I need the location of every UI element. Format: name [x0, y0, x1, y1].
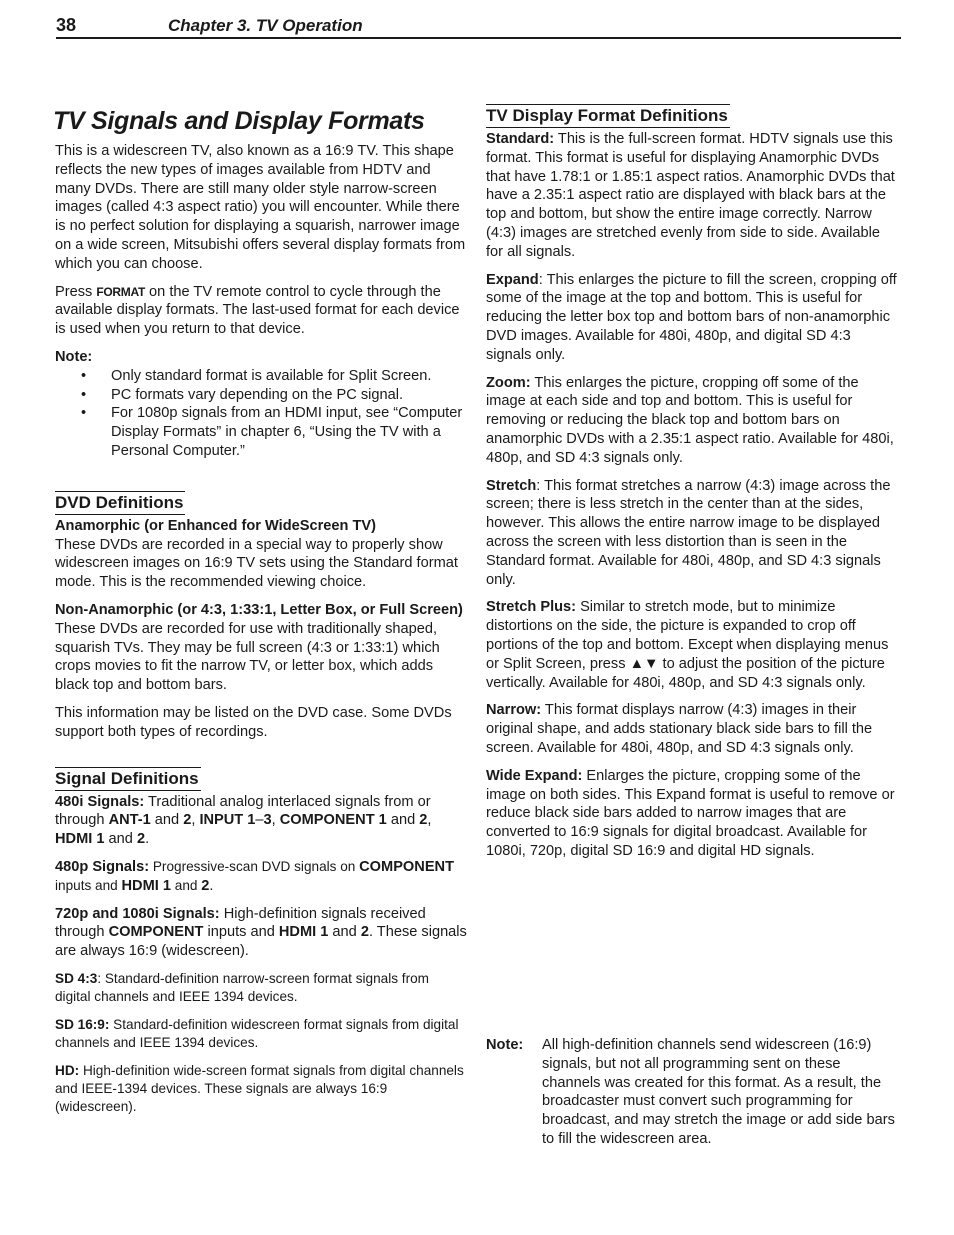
display-format-heading: TV Display Format Definitions	[486, 104, 730, 128]
hd-note	[486, 1036, 898, 1149]
format-wide-expand: Wide Expand: Enlarges the picture, cropping some of the image on both sides. This Expand format is useful to remove or reduce black side bars added to narrow images that are converted to 16:9 signals for digital broadcast. Available for 1080i, 720p, digital SD 16:9 and digital HD signals.	[486, 767, 895, 859]
signal-480i: 480i Signals: Traditional analog interlaced signals from or through ANT-1 and 2, INPUT 1–3, COMPONENT 1 and 2, HDMI 1 and 2.	[55, 793, 432, 848]
non-anamorphic-heading: Non-Anamorphic (or 4:3, 1:33:1, Letter Box, or Full Screen)	[55, 601, 463, 618]
press-format-paragraph: Press FORMAT on the TV remote control to cycle through the available display formats. The last-used format for each device is used when you return to that device.	[55, 283, 460, 338]
signal-definitions-heading: Signal Definitions	[55, 767, 201, 791]
hd-note-text: All high-definition channels send widescreen (16:9) signals, but not all programming sent on these channels was created for this format. As a result, the broadcaster must convert such programming for broadcast, and may stretch the image or add side bars to fill the widescreen area.	[542, 1037, 895, 1147]
dvd-definitions-heading: DVD Definitions	[55, 491, 185, 515]
format-stretch-plus: Stretch Plus: Similar to stretch mode, but to minimize distortions on the side, the picture is expanded to crop off portions of the top and bottom. Except when displaying menus or Split Screen, press ▲▼ to adjust the position of the picture vertically. Available for 480i, 480p, and SD 4:3 signals only.	[486, 599, 889, 691]
anamorphic-heading: Anamorphic (or Enhanced for WideScreen TV)	[55, 517, 376, 534]
dvd-info-text: This information may be listed on the DVD case. Some DVDs support both types of recordings.	[55, 704, 452, 740]
page-number: 38	[56, 15, 77, 35]
format-stretch: Stretch: This format stretches a narrow (4:3) image across the screen; there is less stretch in the center than at the sides, however. This allows the entire narrow image to be displayed across the screen with less distortion than is seen in the Standard format. Available for 480i, 480p, and SD 4:3 signals only.	[486, 477, 891, 588]
format-expand: Expand: This enlarges the picture to fill the screen, cropping off some of the image at the top and bottom. This is useful for reducing the letter box top and bottom bars of non-anamorphic DVD images. Available for 480i, 480p, and digital SD 4:3 signals only.	[486, 271, 897, 363]
header-rule	[56, 37, 901, 39]
list-item: • For 1080p signals from an HDMI input, see “Computer Display Formats” in chapter 6, “Using the TV with a Personal Computer.”	[81, 404, 467, 460]
right-column	[486, 104, 898, 861]
note-list	[55, 367, 467, 461]
non-anamorphic-text: These DVDs are recorded for use with traditionally shaped, squarish TVs. They may be full screen (4:3 or 1:33:1) which crops movies to fit the narrow TV, or letter box, which adds black top and bottom bars.	[55, 620, 440, 694]
format-narrow: Narrow: This format displays narrow (4:3) images in their original shape, and adds stationary black side bars to fill the screen. Available for 480i, 480p, and SD 4:3 signals only.	[486, 702, 873, 756]
signal-720p-1080i: 720p and 1080i Signals: High-definition signals received through COMPONENT inputs and HDMI 1 and 2. These signals are always 16:9 (widescreen).	[55, 905, 467, 960]
page-title: TV Signals and Display Formats	[53, 107, 425, 135]
intro-paragraph: This is a widescreen TV, also known as a 16:9 TV. This shape reflects the new types of images available from HDTV and many DVDs. There are still many older style narrow-screen images (called 4:3 aspect ratio) you will encounter. While there is no perfect solution for displaying a squarish, narrower image on a wide screen, Mitsubishi offers several display formats from which you can choose.	[55, 143, 466, 272]
up-down-arrow-icon: ▲▼	[629, 655, 659, 672]
left-column	[55, 106, 467, 1117]
signal-480p: 480p Signals: Progressive-scan DVD signals on COMPONENT inputs and HDMI 1 and 2.	[55, 858, 454, 894]
signal-sd-4-3: SD 4:3: Standard-definition narrow-screen format signals from digital channels and IEEE 1394 devices.	[55, 970, 429, 1005]
list-item: • PC formats vary depending on the PC signal.	[81, 386, 467, 405]
list-item: • Only standard format is available for Split Screen.	[81, 367, 467, 386]
chapter-title: Chapter 3. TV Operation	[168, 16, 363, 35]
format-zoom: Zoom: This enlarges the picture, cropping off some of the image at each side and top and bottom. This is useful for removing or reducing the black top and bottom bars on anamorphic DVDs with a 2.35:1 aspect ratio. Available for 480i, 480p, and SD 4:3 signals only.	[486, 374, 894, 466]
format-key-label: FORMAT	[96, 284, 145, 299]
signal-sd-16-9: SD 16:9: Standard-definition widescreen format signals from digital channels and IEEE 1394 devices.	[55, 1016, 459, 1051]
format-standard: Standard: This is the full-screen format. HDTV signals use this format. This format is useful for displaying Anamorphic DVDs that have 1.78:1 or 1.85:1 aspect ratios. Anamorphic DVDs that have a 2.35:1 aspect ratio are displayed with black bars at the top and bottom, but show the entire image correctly. Narrow (4:3) images are stretched evenly from side to side. Available for all signals.	[486, 131, 895, 260]
hd-note-label: Note:	[486, 1037, 524, 1053]
note-label: Note:	[55, 348, 93, 365]
anamorphic-text: These DVDs are recorded in a special way to properly show widescreen images on 16:9 TV sets using the Standard format mode. This is the recommended viewing choice.	[55, 536, 458, 591]
signal-hd: HD: High-definition wide-screen format signals from digital channels and IEEE-1394 devices. These signals are always 16:9 (widescreen).	[55, 1062, 464, 1115]
